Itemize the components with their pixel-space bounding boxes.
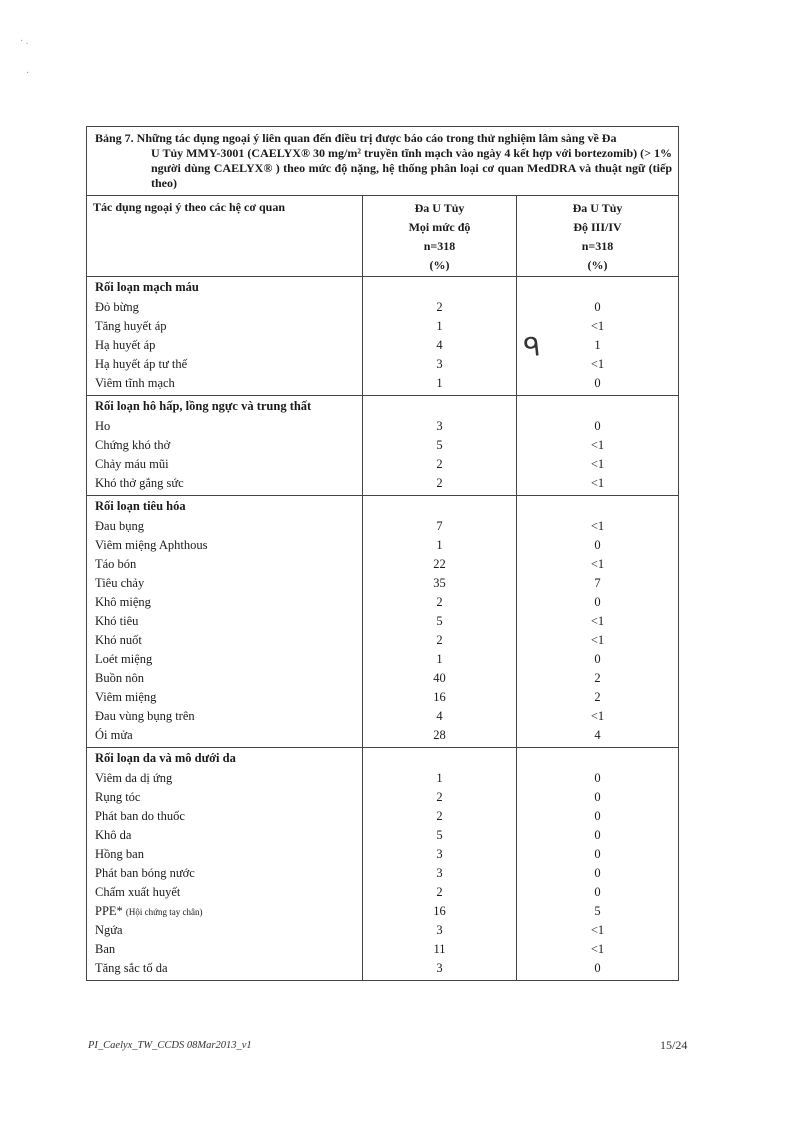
event-label: Chấm xuất huyết [95,885,181,899]
event-label: Tăng huyết áp [95,319,167,333]
header-organ-system: Tác dụng ngoại ý theo các hệ cơ quan [87,196,363,277]
grade34-value: <1 [590,709,605,723]
adverse-event-name [87,455,362,474]
all-grades-value: 16 [433,904,446,918]
all-grades-value: 35 [433,576,446,590]
header-g34-n: n=318 [581,239,614,253]
adverse-event-name [87,612,362,631]
event-label: Ho [95,419,111,433]
grade34-value: 0 [594,809,601,823]
grade34-value: 5 [594,904,601,918]
group-title: Rối loạn hô hấp, lồng ngực và trung thất [95,399,312,413]
adverse-event-name [87,864,362,883]
adverse-event-name [87,631,362,650]
group-title: Rối loạn da và mô dưới da [95,751,236,765]
header-g34-title: Đa U Tủy [572,201,623,215]
all-grades-value: 7 [436,519,443,533]
grade34-value: 0 [594,847,601,861]
event-label: Phát ban bóng nước [95,866,195,880]
adverse-event-name [87,374,362,393]
all-grades-value: 4 [436,709,443,723]
group-section [87,277,679,396]
all-grades-value: 3 [436,847,443,861]
adverse-event-name [87,845,362,864]
adverse-events-table [86,126,679,981]
adverse-event-name [87,826,362,845]
event-label: Viêm miệng Aphthous [95,538,208,552]
event-label: Rụng tóc [95,790,141,804]
grade34-value: 0 [594,595,601,609]
event-label: Khó thở gắng sức [95,476,184,490]
event-label: Khó tiêu [95,614,139,628]
grade34-value: <1 [590,557,605,571]
adverse-event-name [87,574,362,593]
grade34-value: <1 [590,923,605,937]
adverse-event-name [87,726,362,745]
event-label: Chảy máu mũi [95,457,169,471]
header-all-n: n=318 [423,239,456,253]
grade34-value: 0 [594,300,601,314]
event-label: Đau bụng [95,519,144,533]
grade34-value: 0 [594,652,601,666]
group-all-grades-cell [363,277,517,396]
event-label: Buồn nôn [95,671,144,685]
grade34-value: <1 [590,942,605,956]
header-all-grade: Mọi mức độ [408,220,471,234]
grade34-value: 4 [594,728,601,742]
all-grades-value: 22 [433,557,446,571]
adverse-event-name [87,417,362,436]
group-names-cell [87,396,363,496]
adverse-event-name [87,959,362,978]
group-names-cell [87,748,363,981]
grade34-value: 0 [594,790,601,804]
group-grade34-cell [517,748,679,981]
group-all-grades-cell [363,396,517,496]
all-grades-value: 3 [436,419,443,433]
grade34-value: 0 [594,828,601,842]
page-number: 15/24 [660,1038,688,1052]
grade34-value: 0 [594,419,601,433]
caption-line1: Bảng 7. Những tác dụng ngoại ý liên quan đến điều trị được báo cáo trong thử nghiệm lâm sàng về Đa [95,131,617,145]
group-grade34-cell [517,396,679,496]
event-label: Hồng ban [95,847,144,861]
event-label: Viêm tĩnh mạch [95,376,175,390]
group-grade34-cell [517,277,679,396]
all-grades-value: 1 [436,771,443,785]
group-title: Rối loạn tiêu hóa [95,499,186,513]
header-grade-3-4 [517,196,679,277]
event-label: Khô miệng [95,595,151,609]
adverse-event-name [87,921,362,940]
adverse-event-name [87,336,362,355]
group-names-cell [87,277,363,396]
adverse-event-name [87,788,362,807]
grade34-value: <1 [590,614,605,628]
header-all-unit: (%) [429,258,450,272]
all-grades-value: 3 [436,961,443,975]
grade34-value: 7 [594,576,601,590]
all-grades-value: 1 [436,652,443,666]
adverse-event-name [87,317,362,336]
adverse-event-name [87,517,362,536]
all-grades-value: 2 [436,885,443,899]
adverse-event-name [87,769,362,788]
event-label: Chứng khó thở [95,438,171,452]
adverse-event-name [87,474,362,493]
all-grades-value: 11 [433,942,446,956]
adverse-event-name [87,536,362,555]
event-label: Ngứa [95,923,123,937]
scan-speck: · [26,68,30,79]
adverse-event-name [87,707,362,726]
grade34-value: <1 [590,438,605,452]
all-grades-value: 3 [436,866,443,880]
event-label: Tăng sắc tố da [95,961,168,975]
grade34-value: <1 [590,457,605,471]
group-section [87,496,679,748]
all-grades-value: 1 [436,538,443,552]
group-title: Rối loạn mạch máu [95,280,199,294]
grade34-value: 0 [594,376,601,390]
adverse-event-name [87,298,362,317]
all-grades-value: 2 [436,790,443,804]
adverse-event-name [87,669,362,688]
event-label: Phát ban do thuốc [95,809,185,823]
all-grades-value: 2 [436,300,443,314]
all-grades-value: 3 [436,923,443,937]
all-grades-value: 2 [436,457,443,471]
adverse-event-name [87,902,362,921]
all-grades-value: 1 [436,376,443,390]
grade34-value: 0 [594,866,601,880]
group-all-grades-cell [363,496,517,748]
event-label: Táo bón [95,557,137,571]
event-note: (Hội chứng tay chân) [125,907,203,917]
event-label: Ói mửa [95,728,133,742]
handwritten-mark: ᑫ [522,332,542,364]
group-all-grades-cell [363,748,517,981]
adverse-event-name [87,650,362,669]
adverse-event-name [87,940,362,959]
grade34-value: 0 [594,961,601,975]
all-grades-value: 5 [436,438,443,452]
all-grades-value: 1 [436,319,443,333]
event-label: Đau vùng bụng trên [95,709,195,723]
header-all-title: Đa U Tủy [414,201,465,215]
all-grades-value: 5 [436,828,443,842]
event-label: Khó nuốt [95,633,142,647]
event-label: Viêm da dị ứng [95,771,173,785]
group-grade34-cell [517,496,679,748]
grade34-value: 1 [594,338,601,352]
grade34-value: <1 [590,476,605,490]
adverse-event-name [87,355,362,374]
adverse-event-name [87,883,362,902]
header-all-grades [363,196,517,277]
all-grades-value: 2 [436,809,443,823]
event-label: Hạ huyết áp [95,338,156,352]
grade34-value: <1 [590,519,605,533]
all-grades-value: 16 [433,690,446,704]
grade34-value: <1 [590,319,605,333]
grade34-value: 2 [594,690,601,704]
header-g34-unit: (%) [587,258,608,272]
all-grades-value: 28 [433,728,446,742]
all-grades-value: 4 [436,338,443,352]
all-grades-value: 2 [436,633,443,647]
group-section [87,396,679,496]
adverse-event-name [87,593,362,612]
adverse-event-name [87,555,362,574]
all-grades-value: 40 [433,671,446,685]
event-label: PPE* [95,904,123,918]
grade34-value: <1 [590,357,605,371]
scan-speck: · . [20,36,29,47]
grade34-value: 0 [594,538,601,552]
grade34-value: 2 [594,671,601,685]
adverse-event-name [87,807,362,826]
all-grades-value: 3 [436,357,443,371]
event-label: Tiêu chảy [95,576,145,590]
group-section [87,748,679,981]
grade34-value: 0 [594,771,601,785]
event-label: Ban [95,942,116,956]
grade34-value: 0 [594,885,601,899]
header-g34-grade: Độ III/IV [573,220,622,234]
adverse-event-name [87,436,362,455]
all-grades-value: 5 [436,614,443,628]
grade34-value: <1 [590,633,605,647]
document-id: PI_Caelyx_TW_CCDS 08Mar2013_v1 [88,1040,252,1051]
adverse-event-name [87,688,362,707]
all-grades-value: 2 [436,595,443,609]
table-caption [87,127,679,196]
event-label: Khô da [95,828,132,842]
event-label: Loét miệng [95,652,153,666]
event-label: Viêm miệng [95,690,157,704]
event-label: Hạ huyết áp tư thế [95,357,188,371]
all-grades-value: 2 [436,476,443,490]
caption-line2: U Tủy MMY-3001 (CAELYX® 30 mg/m² truyền tĩnh mạch vào ngày 4 kết hợp với bortezomib) (> 1% người dùng CAELYX® ) theo mức độ nặng, hệ thống phân loại cơ quan MedDRA và thuật ngữ (tiếp theo) [151,146,672,190]
event-label: Đỏ bừng [95,300,139,314]
group-names-cell [87,496,363,748]
